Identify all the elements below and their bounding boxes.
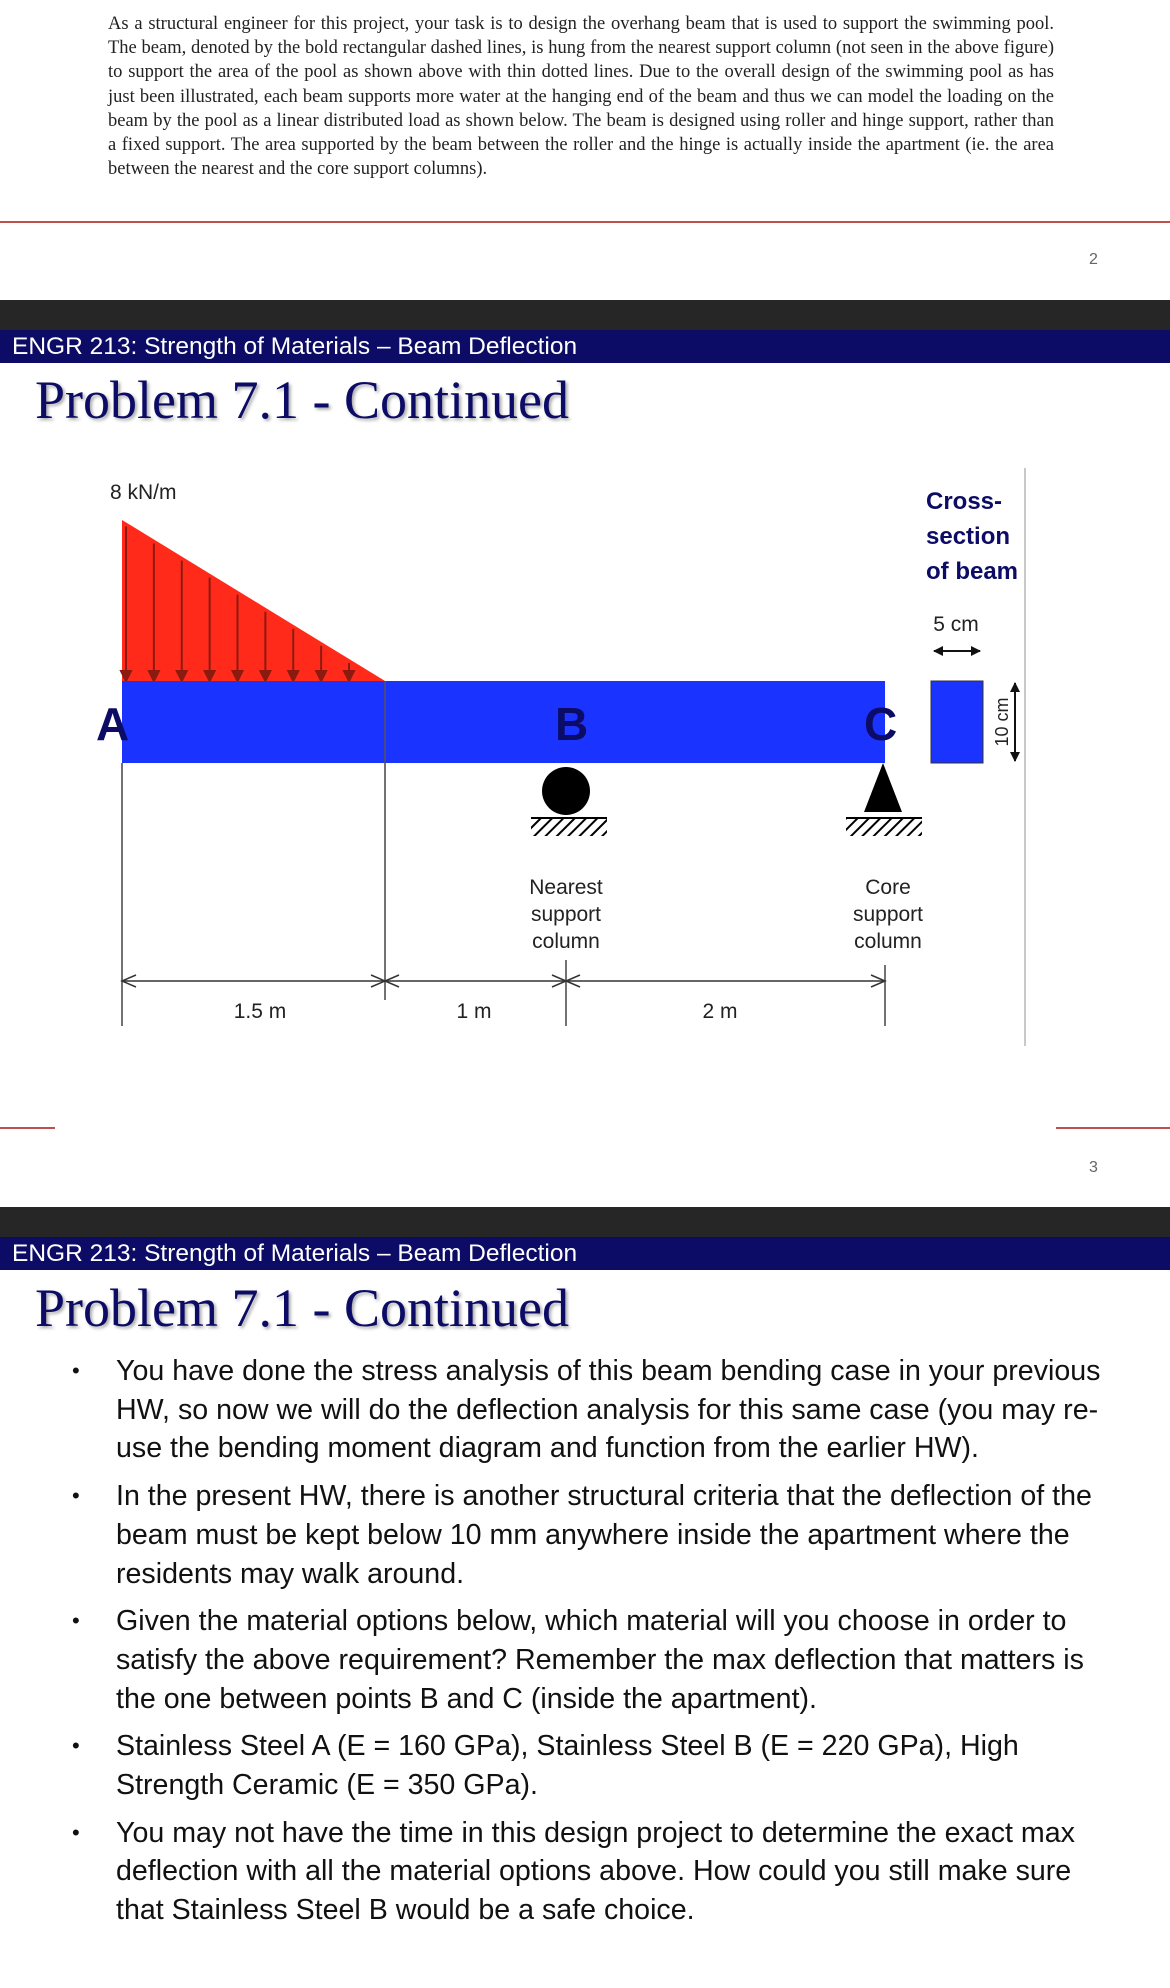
slide-rule-left: [0, 1127, 55, 1129]
distributed-load: [122, 520, 385, 681]
intro-paragraph: As a structural engineer for this project, your task is to design the overhang beam that is used to support the swimming pool. The beam, denoted by the bold rectangular dashed lines, is hung from the nearest support column (not seen in the above figure) to support the area of the pool as shown above with thin dotted lines. Due to the overall design of the swimming pool as has just been illustrated, each beam supports more water at the hanging end of the beam and thus we can model the loading on the beam by the pool as a linear distributed load as shown below. The beam is designed using roller and hinge support, rather than a fixed support. The area supported by the beam between the roller and the hinge is actually inside the apartment (ie. the area between the nearest and the core support columns).: [108, 14, 1054, 180]
bullet-dot-icon: •: [72, 1819, 80, 1845]
bullet-dot-icon: •: [72, 1608, 80, 1634]
bullet-dot-icon: •: [72, 1733, 80, 1759]
cross-section-title-2: section: [926, 523, 1011, 550]
hinge-support: [864, 763, 902, 812]
ground-hatch-b: [531, 818, 607, 836]
beam: [122, 681, 885, 763]
roller-support: [542, 767, 590, 815]
bullet-dot-icon: •: [72, 1483, 80, 1509]
nearest-support-line3: column: [532, 930, 600, 953]
bullet-item: • You may not have the time in this design project to determine the exact max deflection with all the material options above. How could you still make sure that Stainless Steel B would be a safe choice.: [60, 1814, 1120, 1930]
dimension-1-5m: 1.5 m: [233, 1000, 287, 1023]
cross-section-title-1: Cross-: [926, 488, 1003, 515]
beam-diagram: [0, 440, 1170, 1080]
slide2-header: ENGR 213: Strength of Materials – Beam Deflection: [0, 1237, 1170, 1270]
core-support-line2: support: [852, 903, 924, 926]
point-c-label: C: [864, 698, 898, 750]
page-number-2: 2: [1089, 251, 1098, 268]
cross-section-title-3: of beam: [926, 558, 1019, 585]
slide2-title: Problem 7.1 - Continued: [35, 1278, 569, 1338]
slide-header: ENGR 213: Strength of Materials – Beam Deflection: [0, 330, 1170, 363]
point-a-label: A: [96, 698, 130, 750]
core-support-line1: Core: [865, 876, 911, 899]
slide-rule-right: [1056, 1127, 1170, 1129]
core-support-line3: column: [854, 930, 922, 953]
slide-top-bar: [0, 300, 1170, 333]
bullet-item: • Stainless Steel A (E = 160 GPa), Stainless Steel B (E = 220 GPa), High Strength Ceramic (E = 350 GPa).: [60, 1727, 1120, 1804]
width-label: 5 cm: [933, 613, 979, 636]
height-label: 10 cm: [992, 697, 1012, 747]
beam-cross-section: [931, 681, 983, 763]
nearest-support-line2: support: [530, 903, 602, 926]
ground-hatch-c: [846, 818, 922, 836]
slide-title: Problem 7.1 - Continued: [35, 370, 569, 430]
bullet-item: • You have done the stress analysis of this beam bending case in your previous HW, so now we will do the deflection analysis for this same case (you may re-use the bending moment diagram and function from the earlier HW).: [60, 1352, 1120, 1468]
page-number-3: 3: [1089, 1159, 1098, 1176]
slide2-top-bar: [0, 1207, 1170, 1240]
nearest-support-line1: Nearest: [529, 876, 603, 899]
bullet-list: [60, 1352, 1120, 1939]
dimension-2m: 2 m: [702, 1000, 738, 1023]
bullet-item: • Given the material options below, which material will you choose in order to satisfy the above requirement? Remember the max deflection that matters is the one between points B and C (inside the apartment).: [60, 1602, 1120, 1718]
dimension-1m: 1 m: [456, 1000, 492, 1023]
bullet-item: • In the present HW, there is another structural criteria that the deflection of the beam must be kept below 10 mm anywhere inside the apartment where the residents may walk around.: [60, 1477, 1120, 1593]
bullet-dot-icon: •: [72, 1358, 80, 1383]
page-divider: [0, 221, 1170, 223]
load-label: 8 kN/m: [110, 481, 177, 504]
point-b-label: B: [555, 698, 589, 750]
